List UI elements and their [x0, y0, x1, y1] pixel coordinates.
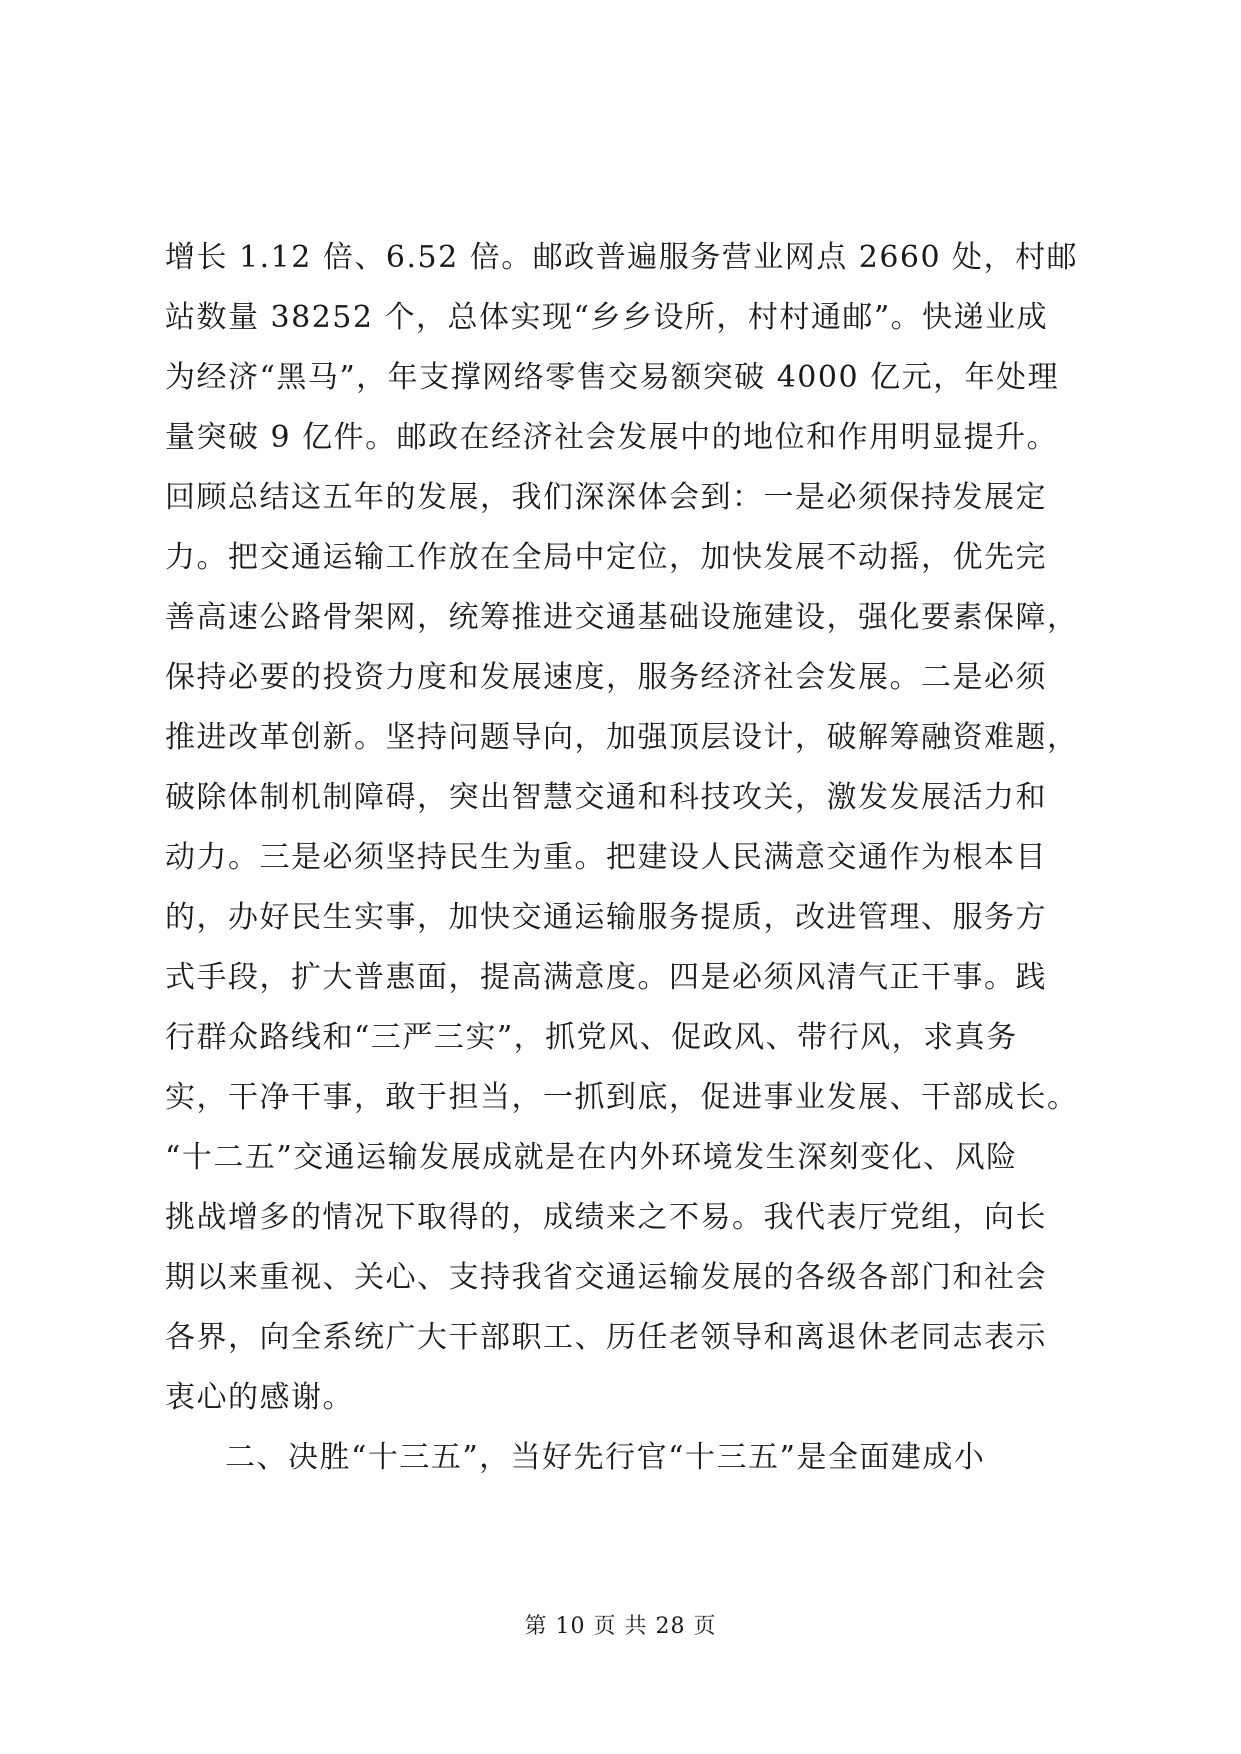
- text-line: 保持必要的投资力度和发展速度，服务经济社会发展。二是必须: [165, 660, 1047, 695]
- page-footer: 第 10 页 共 28 页: [524, 1614, 717, 1639]
- text-line: 站数量 38252 个，总体实现“乡乡设所，村村通邮”。快递业成: [165, 300, 1049, 335]
- text-line: 回顾总结这五年的发展，我们深深体会到：一是必须保持发展定: [165, 480, 1047, 515]
- text-line: 的，办好民生实事，加快交通运输服务提质，改进管理、服务方: [165, 900, 1047, 935]
- text-line: 动力。三是必须坚持民生为重。把建设人民满意交通作为根本目: [165, 840, 1047, 875]
- text-line: 式手段，扩大普惠面，提高满意度。四是必须风清气正干事。践: [165, 960, 1047, 995]
- text-line: “十二五”交通运输发展成就是在内外环境发生深刻变化、风险: [165, 1140, 1018, 1175]
- text-line: 量突破 9 亿件。邮政在经济社会发展中的地位和作用明显提升。: [165, 420, 1059, 455]
- text-line: 善高速公路骨架网，统筹推进交通基础设施建设，强化要素保障，: [165, 600, 1079, 635]
- text-line: 为经济“黑马”，年支撑网络零售交易额突破 4000 亿元，年处理: [165, 360, 1060, 395]
- text-line: 力。把交通运输工作放在全局中定位，加快发展不动摇，优先完: [165, 540, 1047, 575]
- text-line: 行群众路线和“三严三实”，抓党风、促政风、带行风，求真务: [165, 1020, 1018, 1055]
- text-line: 破除体制机制障碍，突出智慧交通和科技攻关，激发发展活力和: [165, 780, 1047, 815]
- section-heading-line: 二、决胜“十三五”，当好先行官“十三五”是全面建成小: [225, 1440, 986, 1475]
- body-text: [165, 228, 1085, 1488]
- text-line: 期以来重视、关心、支持我省交通运输发展的各级各部门和社会: [165, 1260, 1047, 1295]
- text-line: 挑战增多的情况下取得的，成绩来之不易。我代表厅党组，向长: [165, 1200, 1047, 1235]
- text-line: 推进改革创新。坚持问题导向，加强顶层设计，破解筹融资难题，: [165, 720, 1079, 755]
- text-line: 衷心的感谢。: [165, 1380, 354, 1415]
- text-line: 各界，向全系统广大干部职工、历任老领导和离退休老同志表示: [165, 1320, 1047, 1355]
- text-line: 实，干净干事，敢于担当，一抓到底，促进事业发展、干部成长。: [165, 1080, 1079, 1115]
- text-line: 增长 1.12 倍、6.52 倍。邮政普遍服务营业网点 2660 处，村邮: [165, 240, 1079, 275]
